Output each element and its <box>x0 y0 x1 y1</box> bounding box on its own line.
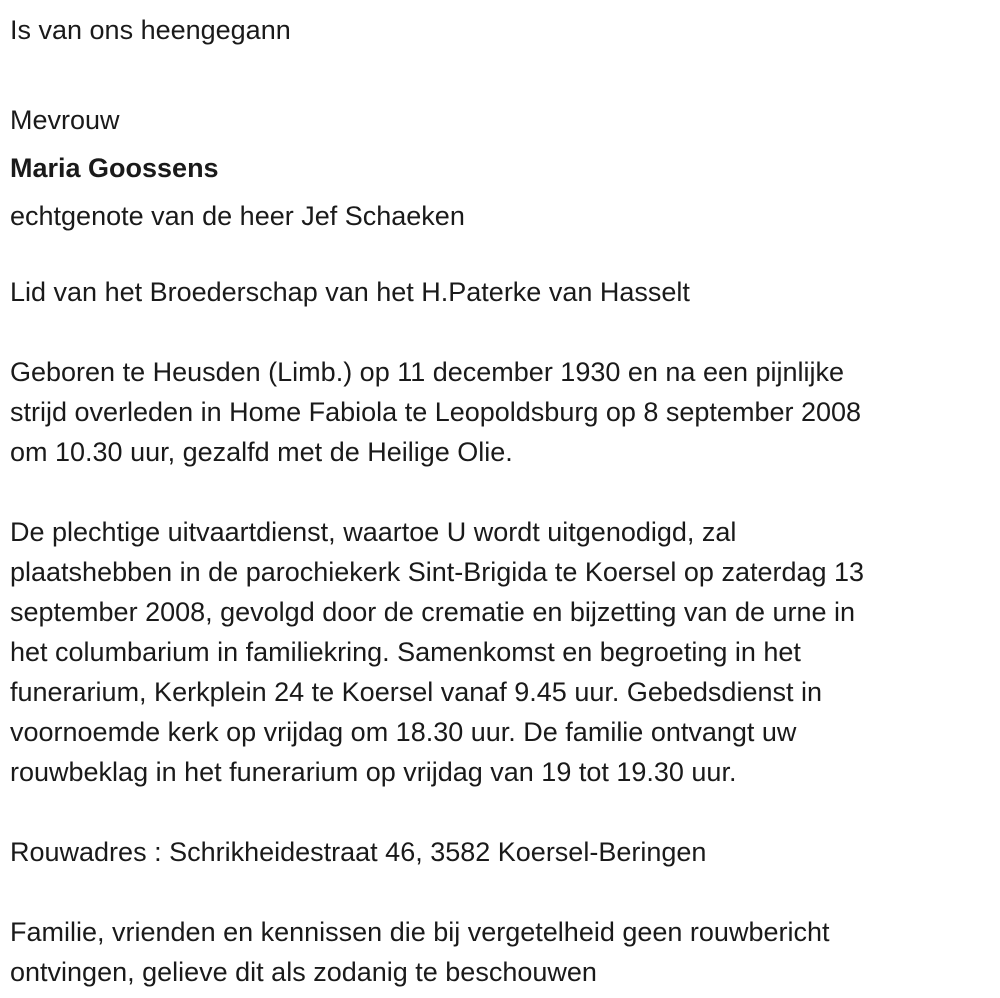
paragraph-line: ontvingen, gelieve dit als zodanig te beschouwen <box>10 957 597 987</box>
paragraph-line: rouwbeklag in het funerarium op vrijdag van 19 tot 19.30 uur. <box>10 757 737 787</box>
paragraph-line: plaatshebben in de parochiekerk Sint-Brigida te Koersel op zaterdag 13 <box>10 557 865 587</box>
paragraph-line: om 10.30 uur, gezalfd met de Heilige Olie. <box>10 437 513 467</box>
salutation-line: Mevrouw <box>10 105 120 135</box>
paragraph-line: voornoemde kerk op vrijdag om 18.30 uur. De familie ontvangt uw <box>10 717 797 747</box>
paragraph-line: funerarium, Kerkplein 24 te Koersel vanaf 9.45 uur. Gebedsdienst in <box>10 677 822 707</box>
deceased-name-block <box>10 96 988 240</box>
service-paragraph <box>10 512 988 792</box>
spouse-line: echtgenote van de heer Jef Schaeken <box>10 201 465 231</box>
paragraph-line: strijd overleden in Home Fabiola te Leopoldsburg op 8 september 2008 <box>10 397 862 427</box>
mourning-address-line: Rouwadres : Schrikheidestraat 46, 3582 Koersel-Beringen <box>10 837 707 867</box>
closing-paragraph <box>10 912 988 992</box>
membership-line: Lid van het Broederschap van het H.Paterke van Hasselt <box>10 277 690 307</box>
paragraph-line: september 2008, gevolgd door de crematie en bijzetting van de urne in <box>10 597 856 627</box>
deceased-name: Maria Goossens <box>10 153 219 183</box>
paragraph-line: Familie, vrienden en kennissen die bij vergetelheid geen rouwbericht <box>10 917 830 947</box>
intro-line: Is van ons heengegann <box>10 15 291 45</box>
paragraph-line: het columbarium in familiekring. Samenkomst en begroeting in het <box>10 637 801 667</box>
birth-death-paragraph <box>10 352 988 472</box>
paragraph-line: Geboren te Heusden (Limb.) op 11 december 1930 en na een pijnlijke <box>10 357 845 387</box>
paragraph-line: De plechtige uitvaartdienst, waartoe U wordt uitgenodigd, zal <box>10 517 737 547</box>
